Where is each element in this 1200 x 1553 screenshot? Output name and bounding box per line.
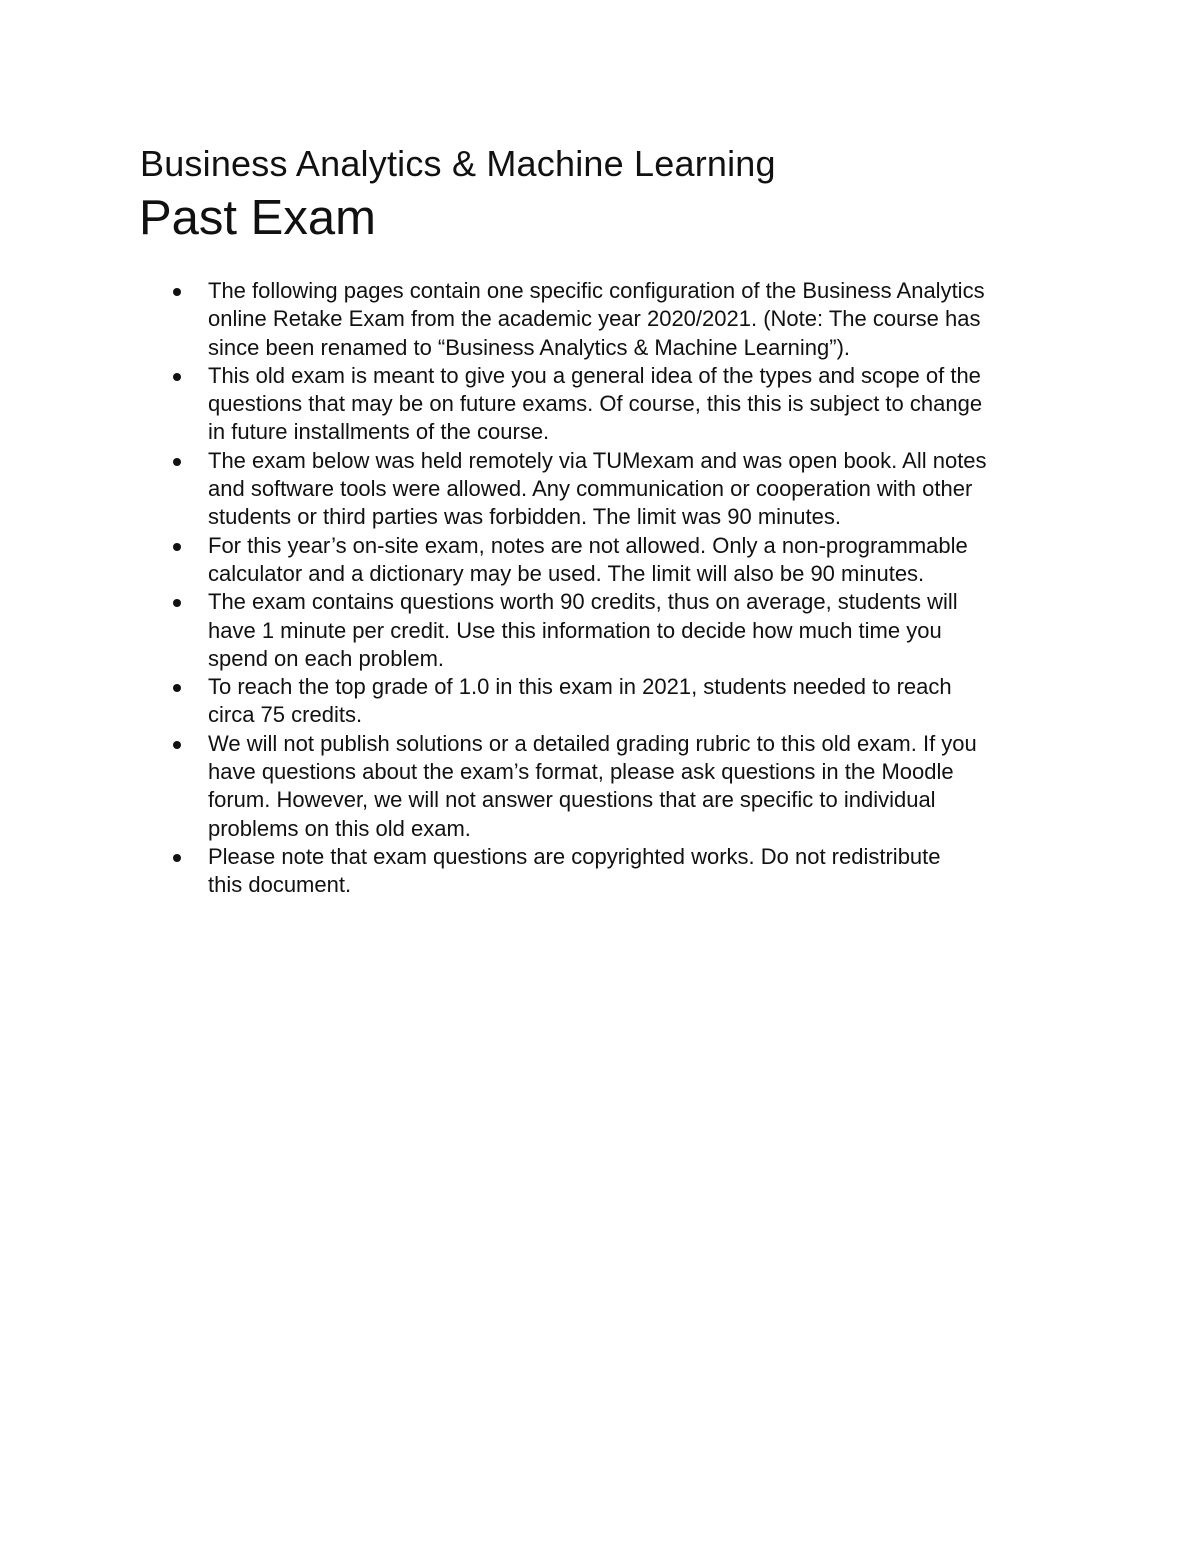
bullet-text-line: Please note that exam questions are copyrighted works. Do not redistribute [208,843,941,869]
document-subtitle: Business Analytics & Machine Learning [140,143,776,184]
bullet-item [208,362,1078,447]
bullet-text-line: To reach the top grade of 1.0 in this exam in 2021, students needed to reach [208,674,952,700]
bullet-text-line: forum. However, we will not answer questions that are specific to individual [208,787,936,813]
document-title: Past Exam [139,191,376,245]
bullet-item [208,730,1078,843]
bullet-text-line: circa 75 credits. [208,702,363,728]
bullet-text-line: in future installments of the course. [208,419,550,445]
bullet-item [208,447,1078,532]
bullet-item [208,673,1078,730]
bullet-text-line: For this year’s on-site exam, notes are not allowed. Only a non-programmable [208,532,968,558]
bullet-text-line: problems on this old exam. [208,815,471,841]
bullet-dot-icon [173,288,181,296]
bullet-text-line: and software tools were allowed. Any communication or cooperation with other [208,476,973,502]
bullet-text-line: spend on each problem. [208,645,445,671]
bullet-dot-icon [173,458,181,466]
bullet-item [208,843,1078,900]
bullet-dot-icon [173,741,181,749]
bullet-text-line: The exam contains questions worth 90 credits, thus on average, students will [208,589,958,615]
bullet-dot-icon [173,543,181,551]
bullet-dot-icon [173,373,181,381]
bullet-text-line: since been renamed to “Business Analytics & Machine Learning”). [208,334,851,360]
bullet-text-line: The exam below was held remotely via TUMexam and was open book. All notes [208,447,987,473]
bullet-text-line: calculator and a dictionary may be used. The limit will also be 90 minutes. [208,560,925,586]
bullet-text-line: this document. [208,872,352,898]
bullet-item [208,532,1078,589]
bullet-item [208,588,1078,673]
bullet-item [208,277,1078,362]
bullet-text-line: This old exam is meant to give you a general idea of the types and scope of the [208,362,981,388]
bullet-list [208,277,1078,900]
bullet-dot-icon [173,854,181,862]
bullet-text-line: students or third parties was forbidden. The limit was 90 minutes. [208,504,842,530]
bullet-text-line: online Retake Exam from the academic year 2020/2021. (Note: The course has [208,306,981,332]
bullet-text-line: have 1 minute per credit. Use this information to decide how much time you [208,617,942,643]
bullet-text-line: We will not publish solutions or a detailed grading rubric to this old exam. If you [208,730,977,756]
bullet-text-line: questions that may be on future exams. Of course, this this is subject to change [208,391,983,417]
bullet-text-line: The following pages contain one specific configuration of the Business Analytics [208,278,985,303]
bullet-dot-icon [173,599,181,607]
bullet-text-line: have questions about the exam’s format, please ask questions in the Moodle [208,759,954,785]
bullet-dot-icon [173,684,181,692]
